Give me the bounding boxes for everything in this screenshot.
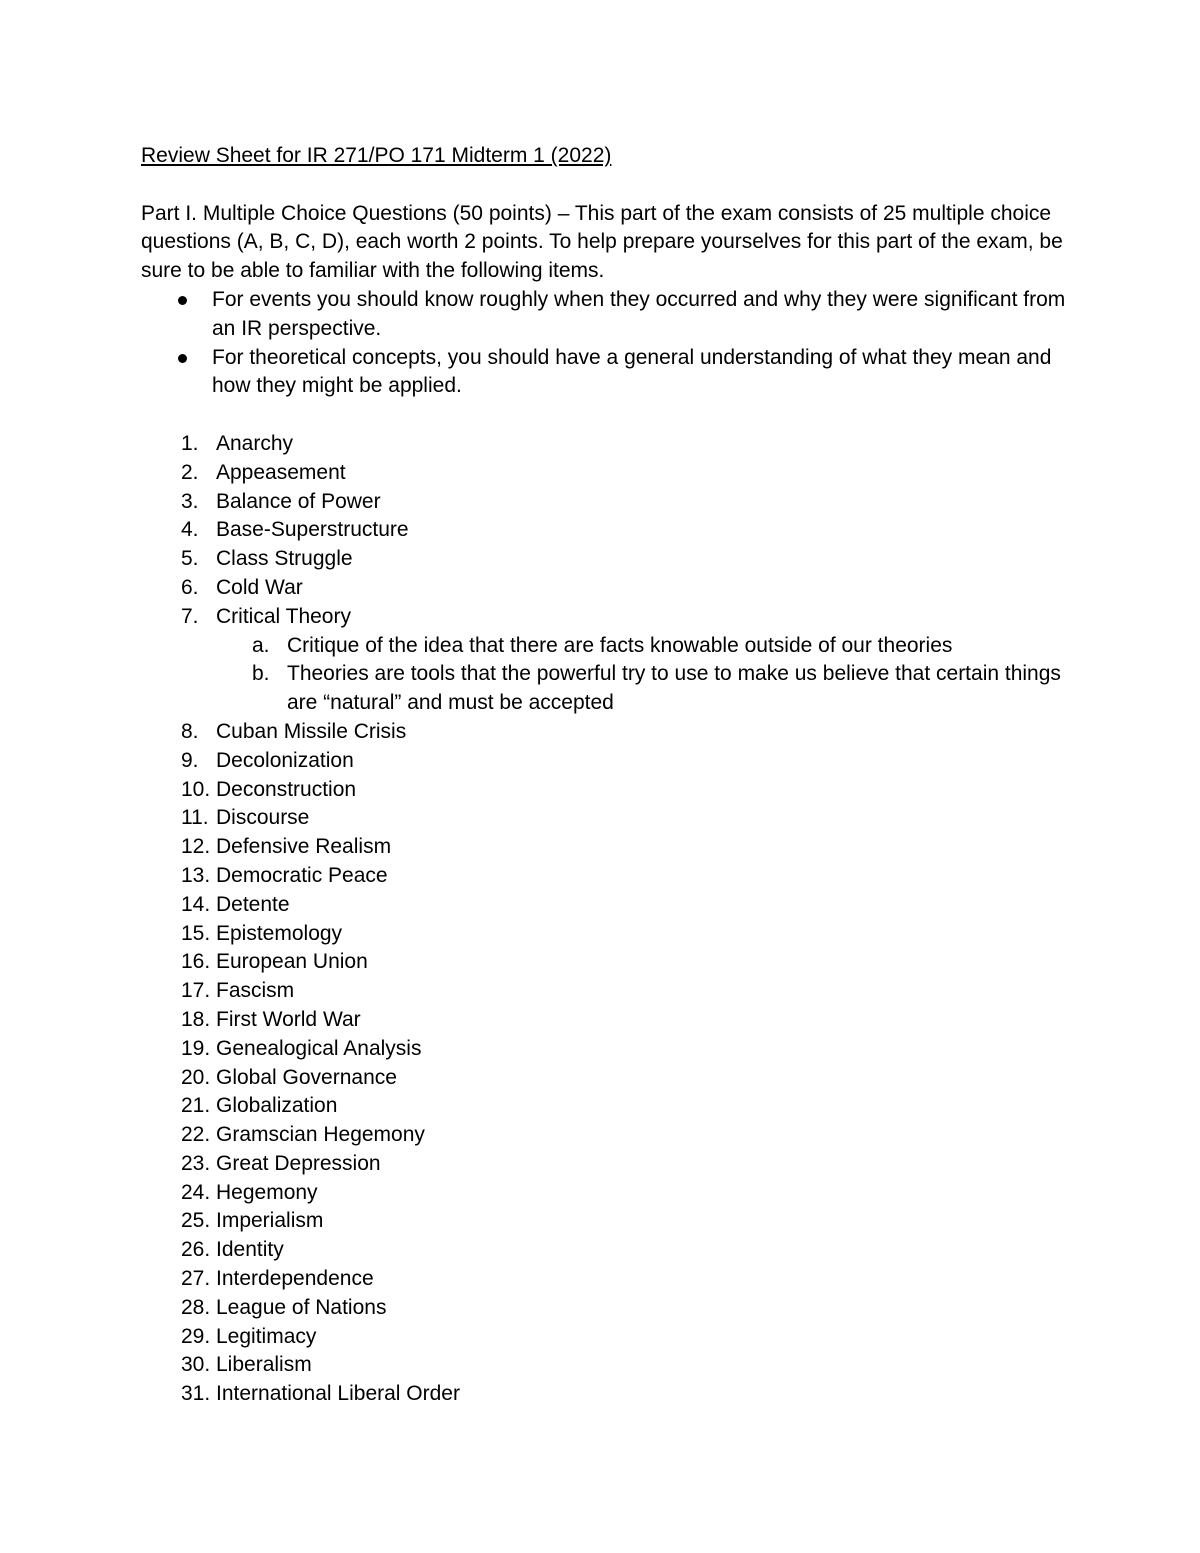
list-item-number: 26. [181, 1238, 211, 1262]
list-item-number: 23. [181, 1151, 211, 1175]
list-item [141, 977, 1071, 1006]
list-item-number: 10. [181, 777, 211, 801]
list-item [141, 1351, 1071, 1380]
list-item-number: 4. [181, 518, 199, 542]
list-item [141, 1380, 1071, 1409]
list-item [141, 574, 1071, 603]
list-item-label: European Union [216, 950, 368, 974]
list-item [141, 1035, 1071, 1064]
list-item [141, 1265, 1071, 1294]
list-item-number: 15. [181, 921, 211, 945]
list-item [141, 1294, 1071, 1323]
list-item-number: 31. [181, 1382, 211, 1406]
list-item-label: Deconstruction [216, 777, 357, 801]
list-item-label: Identity [216, 1238, 284, 1262]
list-item-label: Cuban Missile Crisis [216, 719, 407, 743]
list-item-number: 21. [181, 1094, 211, 1118]
intro-paragraph: Part I. Multiple Choice Questions (50 points) – This part of the exam consists of 25 multiple choice questions (A, B, C, D), each worth 2 points. To help prepare yourselves for this part of the exam, be sure to be able to familiar with the following items. [141, 201, 1063, 283]
list-item [141, 1236, 1071, 1265]
list-item-number: 5. [181, 547, 199, 571]
list-item [141, 1150, 1071, 1179]
list-item [141, 833, 1071, 862]
list-item-label: Great Depression [216, 1151, 381, 1175]
sub-list [216, 632, 1071, 718]
list-item [141, 545, 1071, 574]
list-item-label: Class Struggle [216, 547, 353, 571]
list-item-number: 3. [181, 489, 199, 513]
list-item [141, 516, 1071, 545]
list-item [141, 891, 1071, 920]
list-item [141, 459, 1071, 488]
list-item-number: 24. [181, 1180, 211, 1204]
list-item-label: League of Nations [216, 1295, 387, 1319]
sub-list-item-text: Critique of the idea that there are facts knowable outside of our theories [287, 633, 953, 657]
bullet-dot-icon [178, 296, 187, 305]
list-item-number: 7. [181, 604, 199, 628]
list-item-label: Detente [216, 892, 290, 916]
list-item [141, 430, 1071, 459]
list-item-label: International Liberal Order [216, 1382, 460, 1406]
terms-list [141, 430, 1071, 1409]
list-item [141, 804, 1071, 833]
list-item-label: Hegemony [216, 1180, 318, 1204]
sub-list-item-text: Theories are tools that the powerful try to use to make us believe that certain things are “natural” and must be accepted [287, 662, 1061, 715]
list-item-label: Cold War [216, 575, 303, 599]
list-item [141, 1064, 1071, 1093]
list-item-label: Discourse [216, 806, 310, 830]
list-item-number: 25. [181, 1209, 211, 1233]
list-item [141, 1092, 1071, 1121]
sub-list-item-letter: a. [252, 633, 270, 657]
list-item [141, 948, 1071, 977]
list-item [141, 1207, 1071, 1236]
list-item-label: Legitimacy [216, 1324, 317, 1348]
list-item-number: 28. [181, 1295, 211, 1319]
list-item-label: Balance of Power [216, 489, 381, 513]
list-item-number: 30. [181, 1353, 211, 1377]
list-item [141, 862, 1071, 891]
bullet-item [141, 344, 1071, 402]
list-item [141, 718, 1071, 747]
list-item [141, 1179, 1071, 1208]
list-item-label: Interdependence [216, 1267, 374, 1291]
list-item-label: Anarchy [216, 431, 294, 455]
list-item-number: 9. [181, 748, 199, 772]
list-item-number: 8. [181, 719, 199, 743]
list-item-label: Imperialism [216, 1209, 324, 1233]
list-item-label: Gramscian Hegemony [216, 1123, 425, 1147]
list-item-label: Fascism [216, 979, 295, 1003]
sub-list-item-letter: b. [252, 662, 270, 686]
list-item [141, 603, 1071, 718]
bullet-text: For theoretical concepts, you should have a general understanding of what they mean and how they might be applied. [212, 345, 1052, 398]
list-item-number: 19. [181, 1036, 211, 1060]
list-item [141, 920, 1071, 949]
list-item [141, 747, 1071, 776]
list-item-label: Base-Superstructure [216, 518, 409, 542]
sub-list-item [216, 660, 1071, 718]
page-title: Review Sheet for IR 271/PO 171 Midterm 1 (2022) [141, 144, 612, 167]
list-item-label: Genealogical Analysis [216, 1036, 422, 1060]
list-item-label: Epistemology [216, 921, 343, 945]
document-body [141, 142, 1071, 1409]
list-item-number: 20. [181, 1065, 211, 1089]
list-item-number: 6. [181, 575, 199, 599]
list-item-number: 2. [181, 460, 199, 484]
list-item-number: 13. [181, 863, 211, 887]
bullet-list [141, 286, 1071, 401]
list-item [141, 1121, 1071, 1150]
list-item [141, 1323, 1071, 1352]
list-item-number: 27. [181, 1267, 211, 1291]
sub-list-item [216, 632, 1071, 661]
list-item-label: First World War [216, 1007, 361, 1031]
list-item-label: Democratic Peace [216, 863, 388, 887]
list-item-label: Globalization [216, 1094, 338, 1118]
list-item [141, 776, 1071, 805]
list-item-number: 17. [181, 979, 211, 1003]
list-item-label: Decolonization [216, 748, 354, 772]
list-item-label: Defensive Realism [216, 835, 392, 859]
list-item-number: 12. [181, 835, 211, 859]
bullet-item [141, 286, 1071, 344]
list-item [141, 488, 1071, 517]
list-item-number: 18. [181, 1007, 211, 1031]
list-item-number: 1. [181, 431, 199, 455]
bullet-dot-icon [178, 354, 187, 363]
list-item-label: Critical Theory [216, 604, 351, 628]
bullet-text: For events you should know roughly when they occurred and why they were significant from an IR perspective. [212, 287, 1066, 340]
list-item-label: Appeasement [216, 460, 346, 484]
list-item-number: 16. [181, 950, 211, 974]
list-item-number: 22. [181, 1123, 211, 1147]
list-item-label: Liberalism [216, 1353, 312, 1377]
list-item [141, 1006, 1071, 1035]
list-item-number: 29. [181, 1324, 211, 1348]
list-item-number: 11. [181, 806, 209, 830]
list-item-label: Global Governance [216, 1065, 397, 1089]
list-item-number: 14. [181, 892, 211, 916]
